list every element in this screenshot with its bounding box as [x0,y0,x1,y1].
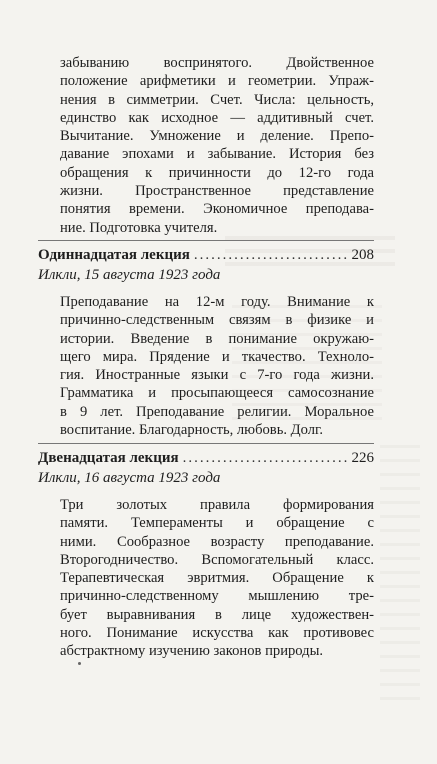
section-divider [38,240,374,241]
summary-line: ними. Сообразное возрасту преподавание. [60,533,374,550]
page-number: 226 [351,450,374,466]
summary-line: Три золотых правила формирования [60,497,374,513]
summary-line: жизни. Пространственное представление [60,183,374,200]
summary-line: Второгодничество. Вспомогательный класс. [60,551,374,568]
summary-line: единство как исходное — аддитивный счет. [60,109,374,126]
leader-dots [194,245,348,265]
lecture-12-entry [38,448,374,488]
summary-line: причинно-следственному мышлению тре- [60,588,374,605]
summary-line: Грамматика и просыпающееся самосознание [60,385,374,402]
summary-line: причинно-следственным связям в физике и [60,312,374,329]
ink-speck [78,662,81,665]
page-number: 208 [351,247,374,263]
lecture-12-heading [38,448,374,468]
summary-line: нения в симметрии. Счет. Числа: цельность, [60,91,374,108]
summary-line: понятия времени. Экономичное преподава- [60,201,374,218]
summary-line: абстрактному изучению законов природы. [60,643,324,660]
lecture-place-date: Илкли, 16 августа 1923 года [38,470,221,486]
summary-line: давание эпохами и забывание. История без [60,146,374,163]
summary-line: гия. Иностранные языки с 7-го года жизни. [60,367,374,384]
previous-lecture-summary [60,54,374,237]
summary-line: ние. Подготовка учителя. [60,219,218,236]
lecture-11-heading [38,245,374,265]
lecture-place-date: Илкли, 15 августа 1923 года [38,267,221,283]
lecture-11-entry [38,245,374,285]
summary-line: истории. Введение в понимание окружаю- [60,330,374,347]
summary-line: забыванию воспринятого. Двойственное [60,55,374,71]
summary-line: обращения к причинности до 12-го года [60,164,374,181]
summary-line: бует выравнивания в лице художествен- [60,606,374,623]
summary-line: воспитание. Благодарность, любовь. Долг. [60,422,323,439]
leader-dots [183,448,348,468]
summary-line: Вычитание. Умножение и деление. Препо- [60,128,374,145]
show-through-text [380,440,420,700]
summary-line: памяти. Темпераменты и обращение с [60,515,374,532]
summary-line: щего мира. Прядение и ткачество. Техноло- [60,348,374,365]
lecture-12-summary [60,496,374,661]
summary-line: Преподавание на 12-м году. Внимание к [60,294,374,310]
lecture-title: Двенадцатая лекция [38,450,179,466]
lecture-title: Одиннадцатая лекция [38,247,190,263]
summary-line: положение арифметики и геометрии. Упраж- [60,73,374,90]
section-divider [38,443,374,444]
summary-line: Терапевтическая эвритмия. Обращение к [60,570,374,587]
lecture-11-summary [60,293,374,439]
summary-line: ного. Понимание искусства как противовес [60,625,374,642]
summary-line: в 9 лет. Преподавание религии. Моральное [60,403,374,420]
